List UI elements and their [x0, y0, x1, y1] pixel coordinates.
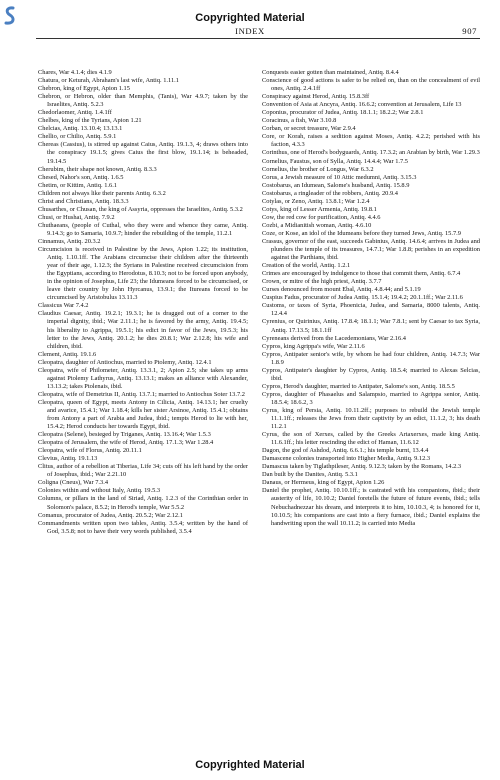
- index-entry: Circumcision is received in Palestine by the Jews, Apion 1.22; its institution, Antiq. 1.10.1ff. The Arabians circumcise their children after the thirteenth year of their age, 1.12.3; the Syrians in Palestine received circumcision from the Egyptians, according to Herodotus, 8.10.3; not to be forced upon anybody, in the opinion of Josephus, Life 23; the Idumeans forced to be circumcised, or leave their country by John Hyrcanus, 13.9.1; the Itureans forced to be circumcised by Aristobulus 13.11.3: [38, 246, 248, 302]
- index-entry: Dan built by the Danites, Antiq. 5.3.1: [262, 471, 358, 479]
- index-entry: Cypros, Antipater senior's wife, by whom he had four children, Antiq. 14.7.3; War 1.8.9: [262, 350, 480, 366]
- index-entry: Cyreneans derived from the Lacedemonians, War 2.16.4: [262, 334, 406, 342]
- index-entry: Chebron, king of Egypt, Apion 1.15: [38, 85, 130, 93]
- index-entry: Commandments written upon two tables, Antiq. 3.5.4; written by the hand of God, 3.5.8; not to have their very words published, 3.5.4: [38, 519, 248, 535]
- index-entry: Cleopatra, queen of Egypt, meets Antony in Cilicia, Antiq. 14.13.1; her cruelty and avarice, 15.4.1; War 1.18.4; kills her sister Arsinoe, Antiq. 15.4.1; obtains from Antony a part of Arabia and Judea, ibid.; tempts Herod to lie with her, 15.4.2; Herod conducts her towards Egypt, ibid.: [38, 398, 248, 431]
- index-entry: Daniel the prophet, Antiq. 10.10.1ff.; is castrated with his companions, ibid.; their austerity of life, 10.10.2; Daniel foretells the future of future events, ibid.; tells Nebuchadnezzar his dream, and interprets it to him, 10.10.3, 4; is honored for it, 10.10.5; his companions are cast into a fiery furnace, ibid.; Daniel explains the handwriting upon the wall 10.11.2; is carried into Media: [262, 487, 480, 527]
- index-entry: Clement, Antiq. 19.1.6: [38, 350, 97, 358]
- index-entry: Costobarus, a ringleader of the robbers, Antiq. 20.9.4: [262, 189, 398, 197]
- index-entry: Cinnamus, Antiq. 20.3.2: [38, 237, 101, 245]
- index-entry: Cyrus, the son of Xerxes, called by the Greeks Artaxerxes, made king Antiq. 11.6.1ff.; his letter rescinding the edict of Haman, 11.6.12: [262, 431, 480, 447]
- index-entry: Corban, or secret treasure, War 2.9.4: [262, 125, 356, 133]
- index-entry: Cherubim, their shape not known, Antiq. 8.3.3: [38, 165, 157, 173]
- index-entry: Cypros, king Agrippa's wife, War 2.11.6: [262, 342, 365, 350]
- index-entry: Cypros, Herod's daughter, married to Antipater, Salome's son, Antiq. 18.5.5: [262, 382, 455, 390]
- index-entry: Chusi, or Hushai, Antiq. 7.9.2: [38, 213, 115, 221]
- index-entry: Crassus, governor of the east, succeeds Gabinius, Antiq. 14.6.4; arrives in Judea and plunders the temple of its treasures, 14.7.1; War 1.8.8; perishes in an expedition against the Parthians, ibid.: [262, 237, 480, 262]
- index-entry: Costobarus, an Idumean, Salome's husband, Antiq. 15.8.9: [262, 181, 410, 189]
- index-entry: Chelcias, Antiq. 13.10.4; 13.13.1: [38, 125, 123, 133]
- index-entry: Coponius, procurator of Judea, Antiq. 18.1.1; 18.2.2; War 2.8.1: [262, 109, 424, 117]
- index-entry: Christ and Christians, Antiq. 18.3.3: [38, 197, 129, 205]
- index-entry: Chuthaeans, (people of Cuthal, who they were and whence they came, Antiq. 9.14.3; go to Samaria, 10.9.7; hinder the rebuilding of the temple, 11.2.1: [38, 221, 248, 237]
- index-entry: Cow, the red cow for purification, Antiq. 4.4.6: [262, 213, 381, 221]
- index-entry: Chesed, Nahor's son, Antiq. 1.6.5: [38, 173, 124, 181]
- index-entry: Core, or Korah, raises a sedition against Moses, Antiq. 4.2.2; perished with his faction, 4.3.3: [262, 133, 480, 149]
- index-entry: Cyrus, king of Persia, Antiq. 10.11.2ff.; purposes to rebuild the Jewish temple 11.1.1ff.; releases the Jews from their captivity by an edict, 11.1.2, 3; his death 11.2.1: [262, 406, 480, 431]
- index-entry: Cleopatra, daughter of Antiochus, married to Ptolemy, Antiq. 12.4.1: [38, 358, 212, 366]
- index-entry: Cleopatra, wife of Demetrius II, Antiq. 13.7.1; married to Antiochus Soter 13.7.2: [38, 390, 245, 398]
- index-entry: Dagon, the god of Ashdod, Antiq. 6.6.1.; his temple burnt, 13.4.4: [262, 447, 429, 455]
- index-entry: Cotys, king of Lesser Armenia, Antiq. 19.8.1: [262, 205, 377, 213]
- index-entry: Corinthus, one of Herod's bodyguards, Antiq. 17.3.2; an Arabian by birth, War 1.29.3: [262, 149, 480, 157]
- index-entry: Chares, War 4.1.4; dies 4.1.9: [38, 69, 112, 76]
- index-entry: Cypros, Antipater's daughter by Cypros, Antiq. 18.5.4; married to Alexas Selcias, ibid.: [262, 366, 480, 382]
- index-entry: Chelbes, king of the Tyrians, Apion 1.21: [38, 117, 142, 125]
- index-entry: Claudius Caesar, Antiq. 19.2.1; 19.3.1; he is dragged out of a corner to the imperial dignity, ibid.; War 2.11.1; he is favored by the army, Antiq. 19.4.5; his liberality to Agrippa, 19.5.1; his edict in favor of the Jews, 19.5.3; his letter to the Jews, Antiq. 20.1.2; he dies 20.8.1; War 2.12.8; his wife and children, ibid.: [38, 310, 248, 350]
- index-entry: Chusarthes, or Chusan, the king of Assyria, oppresses the Israelites, Antiq. 5.3.2: [38, 205, 243, 213]
- index-entry: Cornelius, Faustus, son of Sylla, Antiq. 14.4.4; War 1.7.5: [262, 157, 408, 165]
- index-entry: Cornelius, the brother of Longus, War 6.3.2: [262, 165, 374, 173]
- index-entry: Chetim, or Kittim, Antiq. 1.6.1: [38, 181, 117, 189]
- index-entry: Colonies within and without Italy, Antiq. 19.5.3: [38, 487, 161, 495]
- index-column-left: [38, 69, 248, 754]
- index-entry: Chebron, or Hebron, older than Memphis, (Tanis), War 4.9.7; taken by the Israelites, Antiq. 5.2.3: [38, 93, 248, 109]
- index-entry: Creation of the world, Antiq. 1.2.1: [262, 262, 351, 270]
- index-entry: Chereas (Cassius), is stirred up against Caius, Antiq. 19.1.3, 4; draws others into the conspiracy 19.1.5; gives Caius the first blow, 19.1.14; is beheaded, 19.14.5: [38, 141, 248, 165]
- index-entry: Corus, a Jewish measure of 10 Attic medumni, Antiq. 3.15.3: [262, 173, 417, 181]
- index-entry: Conquests easier gotten than maintained, Antiq. 8.4.4: [262, 69, 399, 76]
- index-entry: Damascene colonies transported into Higher Media, Antiq. 9.12.3: [262, 455, 431, 463]
- index-entry: Chatura, or Keturah, Abraham's last wife, Antiq. 1.11.1: [38, 77, 179, 85]
- index-entry: Curses denounced from mount Ebal, Antiq. 4.8.44; and 5.1.19: [262, 286, 421, 294]
- running-head-title: INDEX: [235, 26, 265, 36]
- index-entry: Danaus, or Hermeus, king of Egypt, Apion 1.26: [262, 479, 385, 487]
- index-entry: Conscience of good actions is safer to be relied on, than on the concealment of evil ones, Antiq. 2.4.1ff: [262, 77, 480, 93]
- index-entry: Cleopatra, wife of Philometer, Antiq. 13.3.1, 2; Apion 2.5; she takes up arms against Ptolemy Lathyrus, Antiq. 13.13.1; makes an alliance with Alexander, 13.13.2; takes Ptolenais, ibid.: [38, 366, 248, 390]
- page-number: 907: [462, 26, 477, 36]
- index-entry: Convention of Asia at Ancyra, Antiq. 16.6.2; convention at Jerusalem, Life 13: [262, 101, 462, 109]
- index-entry: Cotylas, or Zeno, Antiq. 13.8.1; War 1.2.4: [262, 197, 370, 205]
- index-entry: Customs, or taxes of Syria, Phoenicia, Judea, and Samaria, 8000 talents, Antiq. 12.4.4: [262, 302, 480, 318]
- index-entry: Clitus, author of a rebellion at Tiberias, Life 34; cuts off his left hand by the order of Josephus, ibid.; War 2.21.10: [38, 463, 248, 479]
- index-entry: Clevius, Antiq. 19.1.13: [38, 455, 98, 463]
- index-entry: Chellio, or Chilio, Antiq. 5.9.1: [38, 133, 117, 141]
- index-entry: Cozbi, a Midianitish woman, Antiq. 4.6.10: [262, 221, 372, 229]
- index-entry: Chedorlaomer, Antiq. 1.4.1ff: [38, 109, 112, 117]
- index-entry: Coze, or Kose, an idol of the Idumeans before they turned Jews, Antiq. 15.7.9: [262, 229, 461, 237]
- publisher-logo-icon: [3, 5, 17, 27]
- index-entry: Damascus taken by Tiglathpileser, Antiq. 9.12.3; taken by the Romans, 14.2.3: [262, 463, 462, 471]
- index-entry: Coligna (Cneus), War 7.3.4: [38, 479, 109, 487]
- index-entry: Children not always like their parents Antiq. 6.3.2: [38, 189, 166, 197]
- index-entry: Crimes are encouraged by indulgence to those that commit them, Antiq. 6.7.4: [262, 270, 461, 278]
- index-entry: Columns, or pillars in the land of Siriad, Antiq. 1.2.3 of the Corinthian order in Solomon's palace, 8.5.2; in Herod's temple, War 5.5.2: [38, 495, 248, 511]
- index-entry: Cleopatra (Selene), besieged by Triganes, Antiq. 13.16.4; War 1.5.3: [38, 431, 211, 439]
- header-rule: [36, 38, 480, 39]
- index-entry: Coracinus, a fish, War 3.10.8: [262, 117, 337, 125]
- index-column-right: [262, 69, 480, 754]
- index-entry: Cleopatra, wife of Florus, Antiq. 20.11.1: [38, 447, 142, 455]
- index-entry: Classicus War 7.4.2: [38, 302, 89, 310]
- copyright-banner-top: Copyrighted Material: [195, 12, 305, 24]
- index-entry: Cleopatra of Jerusalem, the wife of Herod, Antiq. 17.1.3; War 1.28.4: [38, 439, 214, 447]
- index-entry: Crown, or mitre of the high priest, Antiq. 3.7.7: [262, 278, 382, 286]
- copyright-banner-bottom: Copyrighted Material: [195, 759, 305, 771]
- index-entry: Comanus, procurator of Judea, Antiq. 20.5.2; War 2.12.1: [38, 511, 183, 519]
- index-entry: Cuspius Fadus, procurator of Judea Antiq. 15.1.4; 19.4.2; 20.1.1ff.; War 2.11.6: [262, 294, 463, 302]
- index-entry: Cyrenius, or Quirinius, Antiq. 17.8.4; 18.1.1; War 7.8.1; sent by Caesar to tax Syria, Antiq. 17.13.5; 18.1.1ff: [262, 318, 480, 334]
- index-entry: Conspiracy against Herod, Antiq. 15.8.3ff: [262, 93, 370, 101]
- index-entry: Cypros, daughter of Phasaelus and Salampsio, married to Agrippa senior, Antiq. 18.5.4; 18.6.2, 3: [262, 390, 480, 406]
